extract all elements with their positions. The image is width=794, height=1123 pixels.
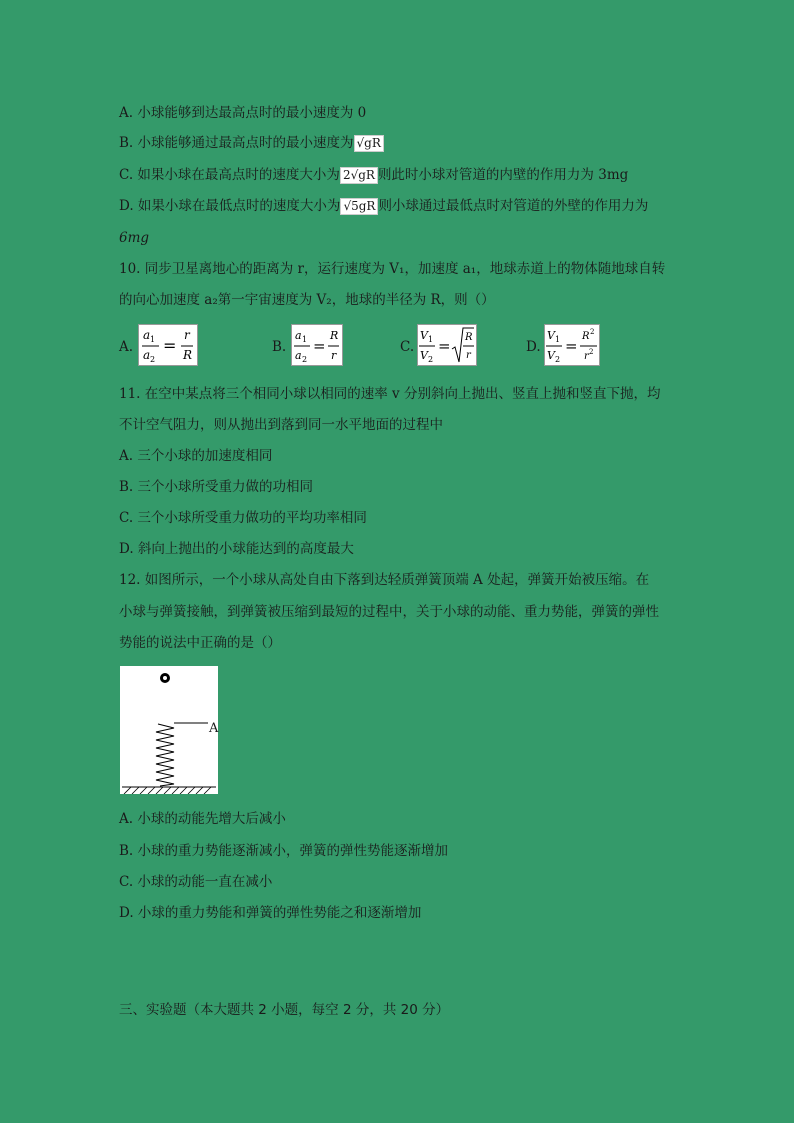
- q9-b-formula: √gR: [354, 135, 384, 152]
- section-heading-experiments: 三、实验题（本大题共 2 小题，每空 2 分，共 20 分）: [119, 1002, 450, 1018]
- svg-text:V: V: [420, 329, 428, 342]
- svg-text:1: 1: [555, 335, 561, 344]
- svg-text:r: r: [184, 328, 190, 342]
- formula-b-image: [292, 325, 342, 365]
- q12-option-a: A. 小球的动能先增大后减小: [119, 811, 286, 827]
- q9-b-text: B. 小球能够通过最高点时的最小速度为: [119, 135, 354, 151]
- q10-stem-line1: 10. 同步卫星离地心的距离为 r，运行速度为 V₁，加速度 a₁，地球赤道上的物体随地球自转: [119, 261, 666, 277]
- q12-option-c: C. 小球的动能一直在减小: [119, 874, 273, 890]
- spring-diagram: [120, 666, 218, 794]
- q11-option-b: B. 三个小球所受重力做的功相同: [119, 479, 314, 495]
- q12-stem-line2: 小球与弹簧接触，到弹簧被压缩到最短的过程中，关于小球的动能、重力势能，弹簧的弹性: [119, 604, 659, 620]
- svg-text:R: R: [465, 332, 473, 343]
- svg-text:R: R: [582, 331, 590, 342]
- figure-label-a: A: [209, 721, 219, 736]
- q9-option-b: [119, 135, 384, 152]
- formula-c-image: [418, 325, 476, 365]
- q9-c-formula: 2√gR: [340, 167, 378, 184]
- svg-text:R: R: [330, 329, 339, 342]
- svg-text:2: 2: [589, 348, 594, 356]
- svg-text:2: 2: [150, 355, 156, 364]
- q11-option-a: A. 三个小球的加速度相同: [119, 448, 273, 464]
- q10-stem-line2: 的向心加速度 a₂第一宇宙速度为 V₂，地球的半径为 R，则（）: [119, 292, 495, 308]
- svg-text:2: 2: [302, 355, 308, 364]
- q12-option-d: D. 小球的重力势能和弹簧的弹性势能之和逐渐增加: [119, 905, 422, 921]
- q9-d-formula: √5gR: [340, 198, 378, 215]
- svg-text:V: V: [547, 329, 555, 342]
- svg-text:=: =: [313, 337, 326, 355]
- q11-option-c: C. 三个小球所受重力做功的平均功率相同: [119, 510, 367, 526]
- q10-option-b-formula: [291, 324, 343, 366]
- svg-text:=: =: [565, 337, 578, 355]
- q10-option-a-formula: [138, 324, 198, 366]
- q10-option-b-label: B.: [272, 339, 287, 355]
- spring-figure: [120, 666, 218, 794]
- q9-option-d: [119, 198, 648, 215]
- q9-option-d-cont: 6mg: [119, 230, 150, 246]
- svg-text:R: R: [183, 348, 193, 362]
- formula-a-image: [139, 325, 197, 365]
- spring-coil: [156, 724, 174, 786]
- q12-stem-line3: 势能的说法中正确的是（）: [119, 635, 281, 651]
- svg-text:1: 1: [150, 335, 156, 344]
- q10-option-c-label: C.: [400, 339, 415, 355]
- svg-text:=: =: [438, 337, 451, 355]
- svg-text:V: V: [547, 349, 555, 362]
- q12-option-b: B. 小球的重力势能逐渐减小，弹簧的弹性势能逐渐增加: [119, 843, 449, 859]
- svg-text:=: =: [163, 336, 177, 355]
- svg-text:1: 1: [302, 335, 308, 344]
- q10-option-d-label: D.: [526, 339, 541, 355]
- q12-stem-line1: 12. 如图所示，一个小球从高处自由下落到达轻质弹簧顶端 A 处起，弹簧开始被压缩。在: [119, 572, 650, 588]
- svg-text:r: r: [331, 349, 337, 362]
- svg-text:a: a: [143, 328, 151, 342]
- svg-text:a: a: [295, 349, 302, 362]
- svg-text:2: 2: [428, 355, 434, 364]
- q9-c-suffix: 则此时小球对管道的内壁的作用力为 3mg: [377, 167, 629, 183]
- formula-d-image: [545, 325, 599, 365]
- q9-d-suffix: 则小球通过最低点时对管道的外壁的作用力为: [378, 198, 649, 214]
- svg-text:a: a: [295, 329, 302, 342]
- q9-c-text: C. 如果小球在最高点时的速度大小为: [119, 167, 340, 183]
- q10-option-a-label: A.: [119, 339, 134, 355]
- q9-option-c: [119, 167, 628, 184]
- q10-option-d-formula: [544, 324, 600, 366]
- svg-text:2: 2: [590, 328, 595, 336]
- svg-text:a: a: [143, 348, 151, 362]
- svg-text:V: V: [420, 349, 428, 362]
- q9-option-a: A. 小球能够到达最高点时的最小速度为 0: [119, 105, 367, 121]
- svg-text:2: 2: [555, 355, 561, 364]
- q10-option-c-formula: [417, 324, 477, 366]
- ground-hatch: [124, 787, 211, 794]
- svg-text:1: 1: [428, 335, 434, 344]
- svg-text:r: r: [584, 351, 589, 362]
- q9-d-text: D. 如果小球在最低点时的速度大小为: [119, 198, 341, 214]
- q11-option-d: D. 斜向上抛出的小球能达到的高度最大: [119, 541, 354, 557]
- q11-stem-line2: 不计空气阻力，则从抛出到落到同一水平地面的过程中: [119, 417, 443, 433]
- svg-text:r: r: [466, 350, 471, 361]
- q11-stem-line1: 11. 在空中某点将三个相同小球以相同的速率 v 分别斜向上抛出、竖直上抛和竖直下抛，均: [119, 386, 661, 402]
